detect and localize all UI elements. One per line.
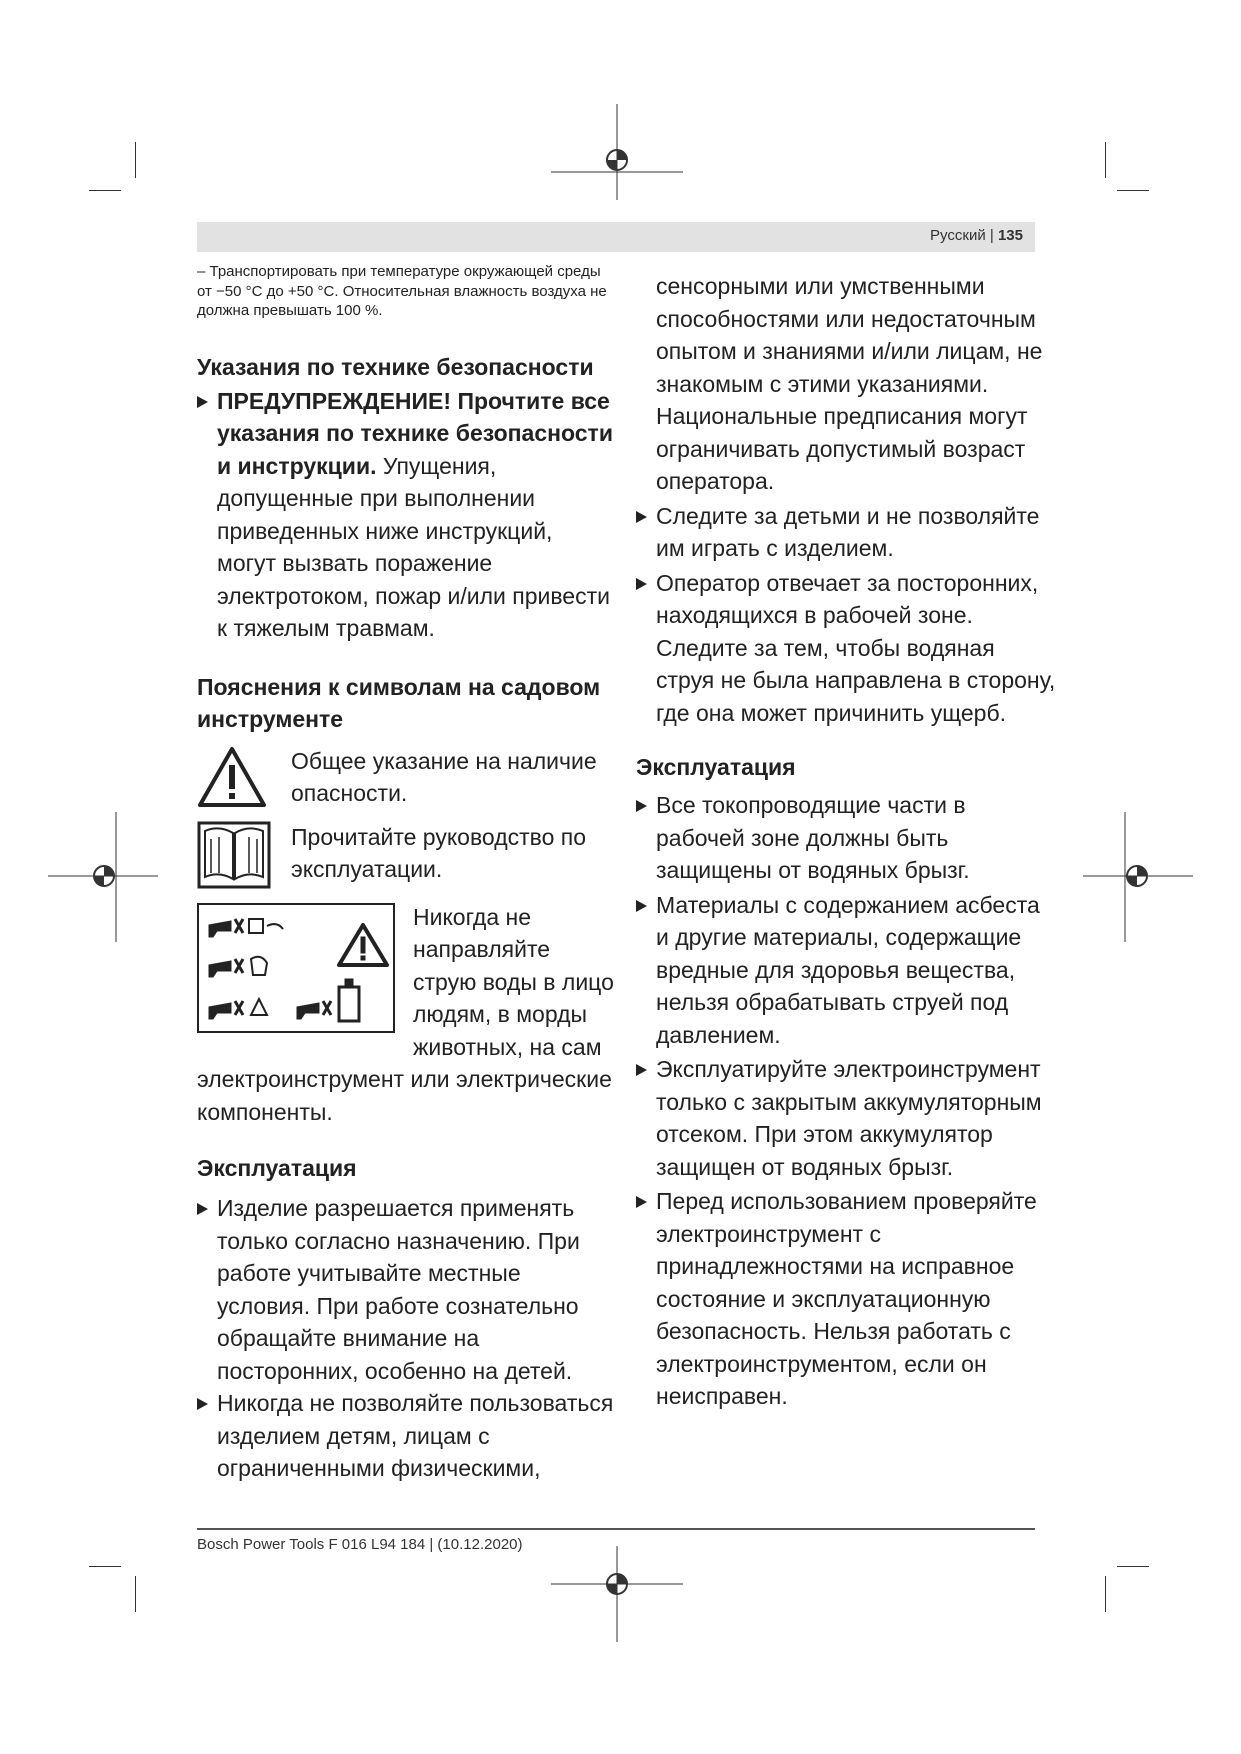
bullet-arrow-icon (636, 511, 647, 523)
page-footer: Bosch Power Tools F 016 L94 184 | (10.12.2020) (197, 1536, 523, 1553)
registration-mark-right (1083, 812, 1193, 942)
symbol-text-manual: Прочитайте руководство по эксплуатации. (291, 823, 587, 882)
registration-mark-bottom (551, 1546, 683, 1642)
bullet-arrow-icon (636, 900, 647, 912)
safety-heading: Указания по технике безопасности (197, 353, 594, 380)
bullet-arrow-icon (636, 578, 647, 590)
header-section: Русский (930, 227, 986, 244)
operation-heading-right: Эксплуатация (636, 754, 796, 780)
operation-right-bullet-3: Эксплуатируйте электроинструмент только с закрытым аккумуляторным отсеком. При этом аккумулятор защищен от водяных брызг. (636, 1053, 1056, 1183)
bullet-arrow-icon (197, 396, 208, 408)
right-bullet-2: Оператор отвечает за посторонних, находящихся в рабочей зоне. Следите за тем, чтобы водяная струя не была направлена в сторону, где она может причинить ущерб. (636, 567, 1056, 730)
continuation-text: сенсорными или умственными способностями или недостаточным опытом и знаниями и/или лицам, не знакомым с этими указаниями. Национальные предписания могут ограничивать допустимый возраст оператора. (656, 273, 1043, 494)
operation-right-bullet-2: Материалы с содержанием асбеста и другие материалы, содержащие вредные для здоровья вещества, нельзя обрабатывать струей под давлением. (636, 889, 1056, 1052)
operation-heading-left: Эксплуатация (197, 1155, 357, 1181)
symbol-text-warning: Общее указание на наличие опасности. (291, 747, 597, 806)
footer-rule (197, 1528, 1035, 1530)
no-spray-symbol-panel (197, 903, 395, 1033)
bullet-arrow-icon (636, 1196, 647, 1208)
symbol-row-no-spray (197, 901, 617, 1129)
registration-mark-top (551, 104, 683, 200)
warning-triangle-icon (197, 745, 267, 809)
right-column (636, 270, 1056, 1413)
transport-note: – Транспортировать при температуре окружающей среды от −50 °C до +50 °C. Относительная влажность воздуха не должна превышать 100 %. (197, 263, 607, 319)
safety-warning (197, 385, 617, 645)
symbol-row-manual (197, 821, 617, 891)
symbols-heading: Пояснения к символам на садовом инструменте (197, 673, 601, 732)
page-header (197, 222, 1035, 252)
manual-book-icon (197, 821, 271, 889)
operation-right-bullet-1: Все токопроводящие части в рабочей зоне должны быть защищены от водяных брызг. (636, 789, 1056, 887)
left-column (197, 262, 617, 1485)
warning-bold-text: ПРЕДУПРЕЖДЕНИЕ! Прочтите все указания по технике безопасности и инструкции. (217, 387, 613, 479)
bullet-arrow-icon (197, 1398, 208, 1410)
symbol-text-no-spray: Никогда не направляйте струю воды в лицо людям, в морды животных, на сам электроинструмент или электрические компоненты. (197, 903, 614, 1125)
bullet-arrow-icon (636, 1064, 647, 1076)
header-label (930, 227, 1023, 244)
header-separator: | (989, 227, 994, 244)
operation-left-bullet-1: Изделие разрешается применять только согласно назначению. При работе учитывайте местные условия. При работе сознательно обращайте внимание на посторонних, особенно на детей. (197, 1192, 617, 1387)
registration-mark-left (48, 812, 158, 942)
bullet-arrow-icon (636, 800, 647, 812)
symbol-row-warning (197, 745, 617, 811)
warning-text: Упущения, допущенные при выполнении приведенных ниже инструкций, могут вызвать поражение электротоком, пожар и/или привести к тяжелым травмам. (217, 452, 610, 641)
operation-left-bullet-2: Никогда не позволяйте пользоваться изделием детям, лицам с ограниченными физическими, (197, 1387, 617, 1485)
right-bullet-1: Следите за детьми и не позволяйте им играть с изделием. (636, 500, 1056, 565)
page-number: 135 (997, 227, 1023, 244)
bullet-arrow-icon (197, 1203, 208, 1215)
operation-right-bullet-4: Перед использованием проверяйте электроинструмент с принадлежностями на исправное состояние и эксплуатационную безопасность. Нельзя работать с электроинструментом, если он неисправен. (636, 1185, 1056, 1413)
